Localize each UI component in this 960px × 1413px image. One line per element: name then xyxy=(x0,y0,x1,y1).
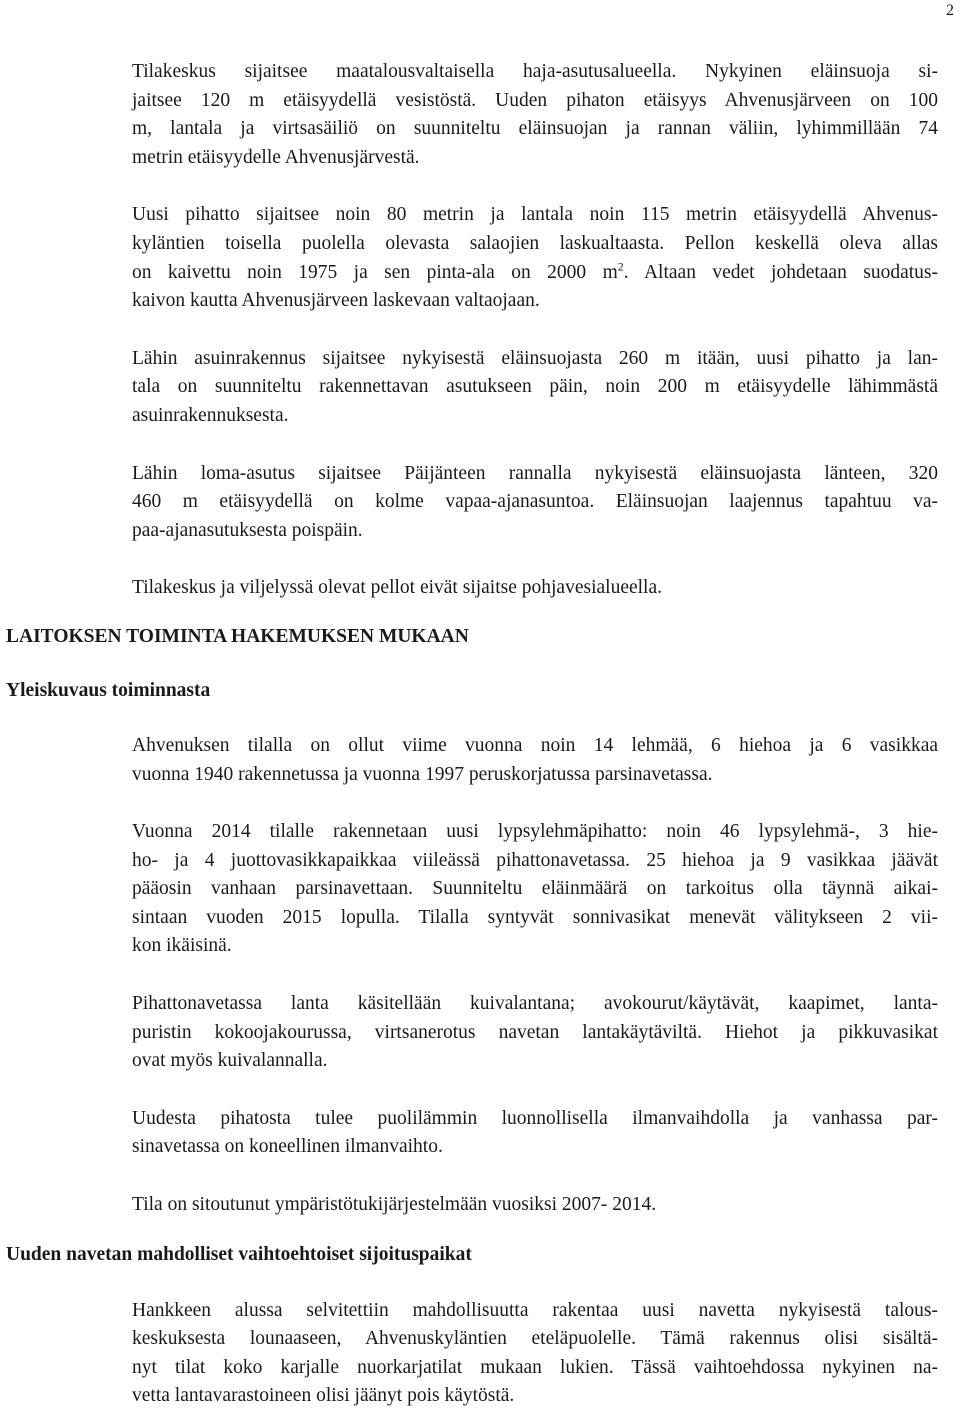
text-line: Ahvenuksen tilalla on ollut viime vuonna noin 14 lehmää, 6 hiehoa ja 6 vasikkaa xyxy=(132,734,938,756)
paragraph-new-barn-2014 xyxy=(132,818,938,961)
text-line: Pihattonavetassa lanta käsitellään kuivalantana; avokourut/käytävät, kaapimet, lanta- xyxy=(132,993,938,1015)
paragraph-new-barn-distance xyxy=(132,201,938,315)
text-line: Uudesta pihatosta tulee puolilämmin luonnollisella ilmanvaihdolla ja vanhassa par- xyxy=(132,1107,938,1129)
paragraph-nearest-residence xyxy=(132,345,938,431)
subsection-heading-alternative-locations: Uuden navetan mahdolliset vaihtoehtoiset sijoituspaikat xyxy=(6,1243,472,1265)
paragraph-alternative-site xyxy=(132,1297,938,1411)
text-line: ovat myös kuivalannalla. xyxy=(132,1050,328,1072)
text-line: Tilakeskus sijaitsee maatalousvaltaisella haja-asutusalueella. Nykyinen eläinsuoja si- xyxy=(132,61,938,82)
text-line: kaivon kautta Ahvenusjärveen laskevaan valtaojaan. xyxy=(132,290,540,312)
text-line: tala on suunniteltu rakennettavan asutukseen päin, noin 200 m etäisyydelle lähimmästä xyxy=(132,376,938,398)
text-line: vuonna 1940 rakennetussa ja vuonna 1997 peruskorjatussa parsinavetassa. xyxy=(132,763,713,785)
paragraph-current-livestock xyxy=(132,732,938,789)
text-line: 460 m etäisyydellä on kolme vapaa-ajanasuntoa. Eläinsuojan laajennus tapahtuu va- xyxy=(132,491,938,513)
text-line: paa-ajanasutuksesta poispäin. xyxy=(132,519,363,541)
text-line-with-superscript xyxy=(132,259,938,288)
text-segment: on kaivettu noin 1975 ja sen pinta-ala on 2000 m xyxy=(132,261,618,283)
text-line: vetta lantavarastoineen olisi jäänyt pois käytöstä. xyxy=(132,1385,515,1407)
subsection-heading-overview: Yleiskuvaus toiminnasta xyxy=(6,679,211,701)
text-line: Hankkeen alussa selvitettiin mahdollisuutta rakentaa uusi navetta nykyisestä talous- xyxy=(132,1299,938,1321)
text-line: asuinrakennuksesta. xyxy=(132,404,289,426)
text-line: Vuonna 2014 tilalle rakennetaan uusi lypsylehmäpihatto: noin 46 lypsylehmä-, 3 hie- xyxy=(132,821,938,843)
superscript: 2 xyxy=(617,259,624,274)
text-line: sinavetassa on koneellinen ilmanvaihto. xyxy=(132,1136,443,1158)
paragraph-holiday-homes xyxy=(132,460,938,546)
text-line: Tilakeskus ja viljelyssä olevat pellot eivät sijaitse pohjavesialueella. xyxy=(132,577,662,599)
text-line: Lähin asuinrakennus sijaitsee nykyisestä eläinsuojasta 260 m itään, uusi pihatto ja lan- xyxy=(132,347,938,369)
text-line: Uusi pihatto sijaitsee noin 80 metrin ja lantala noin 115 metrin etäisyydellä Ahvenus- xyxy=(132,204,938,226)
section-heading-operations: LAITOKSEN TOIMINTA HAKEMUKSEN MUKAAN xyxy=(6,625,469,647)
text-line: puristin kokoojakourussa, virtsanerotus navetan lantakäytäviltä. Hiehot ja pikkuvasikat xyxy=(132,1021,938,1043)
text-line: m, lantala ja virtsasäiliö on suunniteltu eläinsuojan ja rannan väliin, lyhimmillään 74 xyxy=(132,118,938,140)
paragraph-environmental-scheme xyxy=(132,1191,938,1220)
text-line: keskuksesta lounaaseen, Ahvenuskyläntien eteläpuolelle. Tämä rakennus olisi sisältä- xyxy=(132,1328,938,1350)
text-line: sintaan vuoden 2015 lopulla. Tilalla syntyvät sonnivasikat menevät välitykseen 2 vii- xyxy=(132,906,938,928)
page-number: 2 xyxy=(946,2,954,19)
paragraph-location-intro xyxy=(132,58,938,172)
text-line: pääosin vanhaan parsinavettaan. Suunniteltu eläinmäärä on tarkoitus olla täynnä aikai- xyxy=(132,878,938,900)
text-line: jaitsee 120 m etäisyydellä vesistöstä. Uuden pihaton etäisyys Ahvenusjärveen on 100 xyxy=(132,89,938,111)
text-line: Lähin loma-asutus sijaitsee Päijänteen rannalla nykyisestä eläinsuojasta länteen, 320 xyxy=(132,462,938,484)
paragraph-manure-handling xyxy=(132,990,938,1076)
paragraph-ventilation xyxy=(132,1105,938,1162)
text-line: Tila on sitoutunut ympäristötukijärjestelmään vuosiksi 2007- 2014. xyxy=(132,1194,657,1216)
text-line: kon ikäisinä. xyxy=(132,935,232,957)
document-body xyxy=(0,58,960,1411)
paragraph-groundwater xyxy=(132,574,938,603)
text-line: ho- ja 4 juottovasikkapaikkaa viileässä pihattonavetassa. 25 hiehoa ja 9 vasikkaa jäävät xyxy=(132,849,938,871)
text-line: kyläntien toisella puolella olevasta salaojien laskualtaasta. Pellon keskellä oleva allas xyxy=(132,232,938,254)
text-line: nyt tilat koko karjalle nuorkarjatilat mukaan lukien. Tässä vaihtoehdossa nykyinen na- xyxy=(132,1356,938,1378)
text-line: metrin etäisyydelle Ahvenusjärvestä. xyxy=(132,146,420,168)
text-segment: . Altaan vedet johdetaan suodatus- xyxy=(623,261,938,283)
